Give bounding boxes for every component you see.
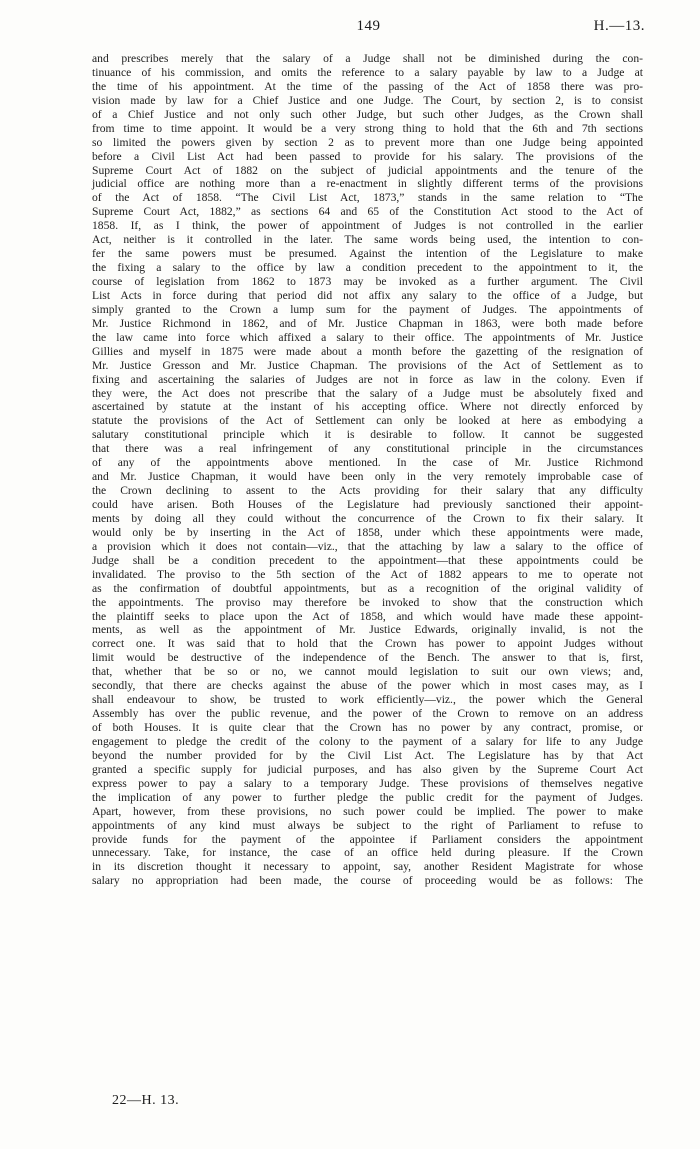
text-line: of both Houses. It is quite clear that the Crown has no power by any contract, promise, or bbox=[92, 721, 643, 734]
text-line: the fixing a salary to the office by law a condition precedent to the appointment to it, the bbox=[92, 261, 643, 275]
text-line: statute the provisions of the Act of Settlement can only be looked at here as embodying a bbox=[92, 414, 643, 428]
text-line: ments by doing all they could without the concurrence of the Crown to fix their salary. It bbox=[92, 511, 643, 525]
text-line: Apart, however, from these provisions, no such power could be implied. The power to make bbox=[92, 804, 643, 818]
text-line: Judge shall be a condition precedent to the appointment—that these appointments could be bbox=[92, 553, 643, 567]
text-line: Mr. Justice Gresson and Mr. Justice Chapman. The provisions of the Act of Settlement as to bbox=[92, 358, 643, 372]
text-line: 1858. If, as I think, the power of appointment of Judges is not controlled in the earlier bbox=[92, 219, 643, 233]
text-line: the appointments. The proviso may therefore be invoked to show that the construction which bbox=[92, 595, 643, 609]
text-line: the time of his appointment. At the time of the passing of the Act of 1858 there was pro- bbox=[92, 79, 643, 93]
text-line: in its discretion thought it necessary to appoint, say, another Resident Magistrate for whose bbox=[92, 860, 643, 874]
text-line: that, whether that be so or no, we cannot mould legislation to suit our own views; and, bbox=[92, 665, 643, 679]
text-line: tinuance of his commission, and omits the reference to a salary payable by law to a Judge at bbox=[92, 65, 643, 79]
text-line: and prescribes merely that the salary of a Judge shall not be diminished during the con- bbox=[92, 52, 643, 65]
text-line: Assembly has over the public revenue, and the power of the Crown to remove on an address bbox=[92, 707, 643, 721]
text-line: Act, neither is it controlled in the later. The same words being used, the intention to con- bbox=[92, 233, 643, 247]
text-line: the law came into force which affixed a salary to their office. The appointments of Mr. Justice bbox=[92, 330, 643, 344]
text-line: would only be by inserting in the Act of 1858, under which these appointments were made, bbox=[92, 525, 643, 539]
text-line: and Mr. Justice Chapman, it would have been only in the very remotely improbable case of bbox=[92, 470, 643, 484]
text-line: secondly, that there are checks against the abuse of the power which in most cases may, as I bbox=[92, 679, 643, 693]
text-line: from time to time appoint. It would be a very strong thing to hold that the 6th and 7th sections bbox=[92, 121, 643, 135]
text-line: engagement to pledge the credit of the colony to the payment of a salary for life to any Judge bbox=[92, 734, 643, 748]
text-line: simply granted to the Crown a lump sum for the payment of Judges. The appointments of bbox=[92, 302, 643, 316]
text-line: salary no appropriation had been made, the course of proceeding would be as follows: The bbox=[92, 874, 643, 888]
text-line: correct one. It was said that to hold that the Crown has power to appoint Judges without bbox=[92, 637, 643, 651]
text-line: fer the same powers must be presumed. Against the intention of the Legislature to make bbox=[92, 247, 643, 261]
text-line: granted a specific supply for judicial purposes, and has also given by the Supreme Court Act bbox=[92, 762, 643, 776]
text-line: that there was a real infringement of any constitutional principle in the circumstances bbox=[92, 442, 643, 456]
text-line: before a Civil List Act had been passed to provide for his salary. The provisions of the bbox=[92, 149, 643, 163]
text-line: invalidated. The proviso to the 5th section of the Act of 1882 appears to me to operate not bbox=[92, 567, 643, 581]
text-line: they were, the Act does not prescribe that the salary of a Judge must be absolutely fixed and bbox=[92, 386, 643, 400]
text-line: the Crown declining to assent to the Acts providing for their salary that any difficulty bbox=[92, 484, 643, 498]
text-line: as the confirmation of doubtful appointments, but as a recognition of the original validity of bbox=[92, 581, 643, 595]
text-line: the implication of any power to further pledge the public credit for the payment of Judges. bbox=[92, 790, 643, 804]
text-line: ments, as well as the appointment of Mr. Justice Edwards, originally invalid, is not the bbox=[92, 623, 643, 637]
text-line: shall endeavour to show, be trusted to work efficiently—viz., the power which the General bbox=[92, 693, 643, 707]
text-line: beyond the number provided for by the Civil List Act. The Legislature has by that Act bbox=[92, 748, 643, 762]
page-number: 149 bbox=[356, 18, 381, 34]
body-text bbox=[92, 52, 643, 888]
text-line: course of legislation from 1862 to 1873 may be invoked as a further argument. The Civil bbox=[92, 275, 643, 288]
text-line: Supreme Court Act of 1882 on the subject of judicial appointments and the tenure of the bbox=[92, 163, 643, 177]
text-line: vision made by law for a Chief Justice and one Judge. The Court, by section 2, is to consist bbox=[92, 93, 643, 107]
text-line: salutary constitutional principle which it is desirable to follow. It cannot be suggested bbox=[92, 428, 643, 442]
text-line: Gillies and myself in 1875 were made about a month before the gazetting of the resignation of bbox=[92, 344, 643, 358]
text-line: appointments of any kind must always be subject to the right of Parliament to refuse to bbox=[92, 818, 643, 832]
paper-reference: H.—13. bbox=[593, 18, 645, 34]
text-line: ascertained by statute at the instant of his accepting office. Where not directly enforced by bbox=[92, 400, 643, 414]
text-line: of the Act of 1858. “The Civil List Act, 1873,” stands in the same relation to “The bbox=[92, 191, 643, 205]
text-line: List Acts in force during that period did not affix any salary to the office of a Judge, but bbox=[92, 288, 643, 302]
text-line: unnecessary. Take, for instance, the case of an office held during pleasure. If the Crown bbox=[92, 846, 643, 860]
text-line: of a Chief Justice and not only such other Judge, but such other Judges, as the Crown shall bbox=[92, 107, 643, 121]
text-line: of any of the appointments above mentioned. In the case of Mr. Justice Richmond bbox=[92, 456, 643, 470]
text-line: could have arisen. Both Houses of the Legislature had previously sanctioned their appoint- bbox=[92, 498, 643, 511]
text-line: Mr. Justice Richmond in 1862, and of Mr. Justice Chapman in 1863, were both made before bbox=[92, 316, 643, 330]
text-line: the plaintiff seeks to place upon the Act of 1858, and which would have made these appoint- bbox=[92, 609, 643, 623]
text-line: express power to pay a salary to a temporary Judge. These provisions of themselves negative bbox=[92, 776, 643, 790]
text-line: Supreme Court Act, 1882,” as sections 64 and 65 of the Constitution Act stood to the Act of bbox=[92, 205, 643, 219]
printer-signature-mark: 22—H. 13. bbox=[112, 1093, 180, 1108]
text-line: so limited the powers given by section 2 as to prevent more than one Judge being appointed bbox=[92, 135, 643, 149]
text-line: judicial office are nothing more than a re-enactment in slightly different terms of the provisions bbox=[92, 177, 643, 191]
text-line: a provision which it does not contain—viz., that the attaching by law a salary to the office of bbox=[92, 539, 643, 553]
text-line: provide funds for the payment of the appointee if Parliament considers the appointment bbox=[92, 832, 643, 846]
text-line: fixing and ascertaining the salaries of Judges are not in force as law in the colony. Even if bbox=[92, 372, 643, 386]
page-header bbox=[92, 18, 645, 40]
text-line: limit would be destructive of the independence of the Bench. The answer to that is, first, bbox=[92, 651, 643, 665]
